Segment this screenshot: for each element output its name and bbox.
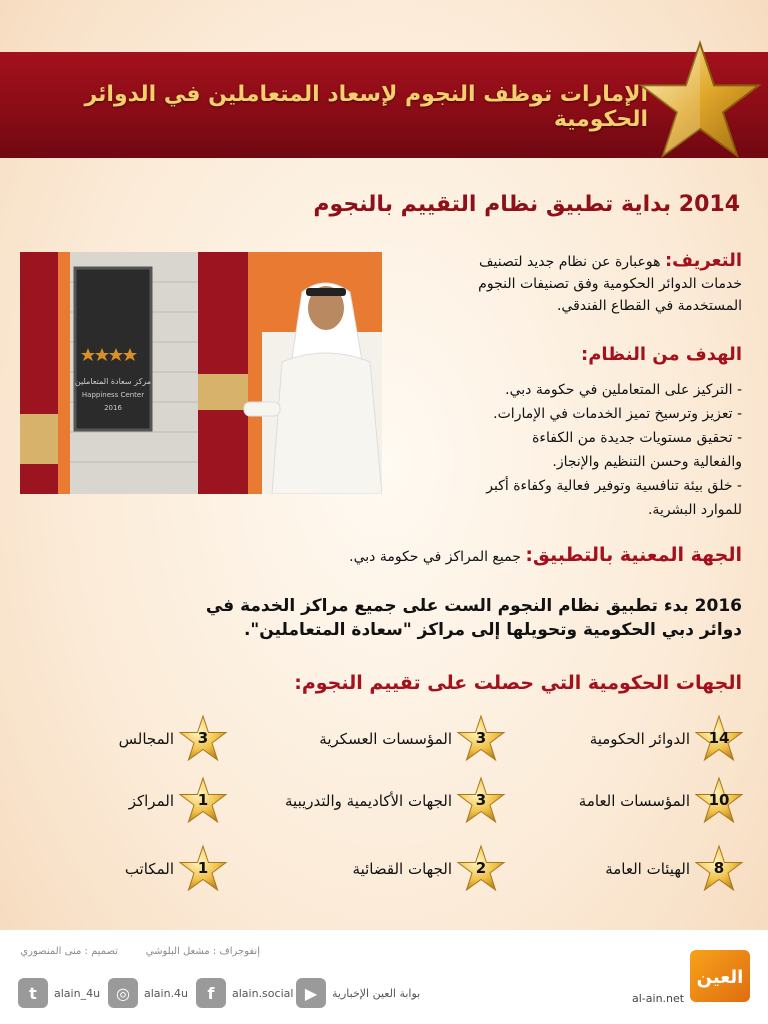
entity-line — [22, 544, 742, 566]
star-count: 3 — [475, 791, 487, 809]
gov-entity-label: الهيئات العامة — [605, 860, 690, 878]
gov-entity-item — [129, 776, 228, 826]
site-link[interactable]: al-ain.net — [632, 992, 685, 1005]
goal-item: - تعزيز وترسيخ تميز الخدمات في الإمارات. — [493, 406, 742, 422]
social-youtube[interactable]: ▶ بوابة العين الإخبارية — [296, 978, 420, 1008]
entity-label: الجهة المعنية بالتطبيق: — [525, 544, 742, 566]
gov-entity-item — [285, 776, 506, 826]
gov-entity-item — [319, 714, 506, 764]
gov-entity-item — [579, 776, 744, 826]
alain-logo — [690, 950, 750, 1002]
star-icon — [694, 844, 744, 894]
goal-item: - خلق بيئة تنافسية وتوفير فعالية وكفاءة أكبر — [486, 478, 742, 494]
gov-entity-label: الدوائر الحكومية — [589, 730, 690, 748]
goal-item: للموارد البشرية. — [647, 502, 742, 518]
paragraph-2016-line-2: دوائر دبي الحكومية وتحويلها إلى مراكز "سعادة المتعاملين". — [243, 620, 742, 640]
star-count: 3 — [197, 729, 209, 747]
star-count: 3 — [475, 729, 487, 747]
section-heading-2014: 2014 بداية تطبيق نظام التقييم بالنجوم — [313, 192, 740, 217]
star-count: 1 — [197, 791, 209, 809]
gov-entity-label: المراكز — [128, 792, 174, 810]
definition-block — [402, 250, 742, 317]
star-count: 1 — [197, 859, 209, 877]
star-icon — [456, 714, 506, 764]
social-twitter[interactable]: t alain_4u — [18, 978, 100, 1008]
goals-list — [396, 378, 742, 522]
goal-item: - تحقيق مستويات جديدة من الكفاءة — [532, 430, 742, 446]
star-count: 8 — [713, 859, 725, 877]
star-icon — [178, 844, 228, 894]
gov-entity-item — [119, 714, 228, 764]
social-facebook[interactable]: f alain.social — [196, 978, 293, 1008]
infographic-credit: إنفوجراف : مشعل البلوشي — [145, 946, 260, 957]
star-icon — [178, 714, 228, 764]
gov-entity-label: الجهات القضائية — [352, 860, 452, 878]
svg-text:العين: العين — [696, 967, 744, 988]
gov-entity-label: المجالس — [118, 730, 174, 748]
gov-entity-label: الجهات الأكاديمية والتدريبية — [285, 792, 452, 810]
plaque-year: 2016 — [104, 404, 122, 412]
definition-label: التعريف: — [664, 250, 742, 271]
star-icon — [456, 776, 506, 826]
star-icon — [694, 714, 744, 764]
plaque-text: مركز سعادة المتعاملين — [74, 377, 152, 386]
star-icon — [456, 844, 506, 894]
gov-entity-item — [605, 844, 744, 894]
facebook-icon: f — [196, 978, 226, 1008]
design-credit: تصميم : منى المنصوري — [20, 946, 118, 957]
title-banner — [0, 52, 768, 158]
gov-entity-item — [125, 844, 228, 894]
definition-line-3: المستخدمة في القطاع الفندقي. — [556, 298, 742, 314]
definition-line-2: خدمات الدوائر الحكومية وفق تصنيفات النجوم — [478, 276, 742, 292]
ceremony-photo — [20, 252, 382, 494]
star-count: 14 — [708, 729, 730, 747]
star-icon — [178, 776, 228, 826]
gov-entity-label: المكاتب — [124, 860, 174, 878]
gov-entity-item — [590, 714, 744, 764]
star-count: 2 — [475, 859, 487, 877]
footer — [0, 930, 768, 1024]
goal-item: والفعالية وحسن التنظيم والإنجاز. — [552, 454, 742, 470]
goals-title: الهدف من النظام: — [581, 344, 742, 365]
goal-item: - التركيز على المتعاملين في حكومة دبي. — [505, 382, 742, 398]
gov-entities-title: الجهات الحكومية التي حصلت على تقييم النجوم: — [294, 672, 742, 694]
paragraph-2016-line-1: 2016 بدء تطبيق نظام النجوم الست على جميع مراكز الخدمة في — [205, 596, 742, 616]
social-instagram[interactable]: ◎ alain.4u — [108, 978, 188, 1008]
plaque-text-en: Happiness Center — [81, 391, 145, 399]
star-icon — [694, 776, 744, 826]
entity-text: جميع المراكز في حكومة دبي. — [349, 549, 521, 565]
twitter-icon: t — [18, 978, 48, 1008]
instagram-icon: ◎ — [108, 978, 138, 1008]
star-count: 10 — [708, 791, 730, 809]
banner-title: الإمارات توظف النجوم لإسعاد المتعاملين في الدوائر الحكومية — [84, 82, 648, 132]
paragraph-2016 — [22, 594, 742, 642]
youtube-icon: ▶ — [296, 978, 326, 1008]
gov-entity-label: المؤسسات العسكرية — [319, 730, 452, 748]
gov-entity-item — [353, 844, 506, 894]
definition-text: هوعبارة عن نظام جديد لتصنيف — [479, 254, 661, 270]
gold-star-icon — [636, 38, 764, 166]
gov-entity-label: المؤسسات العامة — [578, 792, 690, 810]
